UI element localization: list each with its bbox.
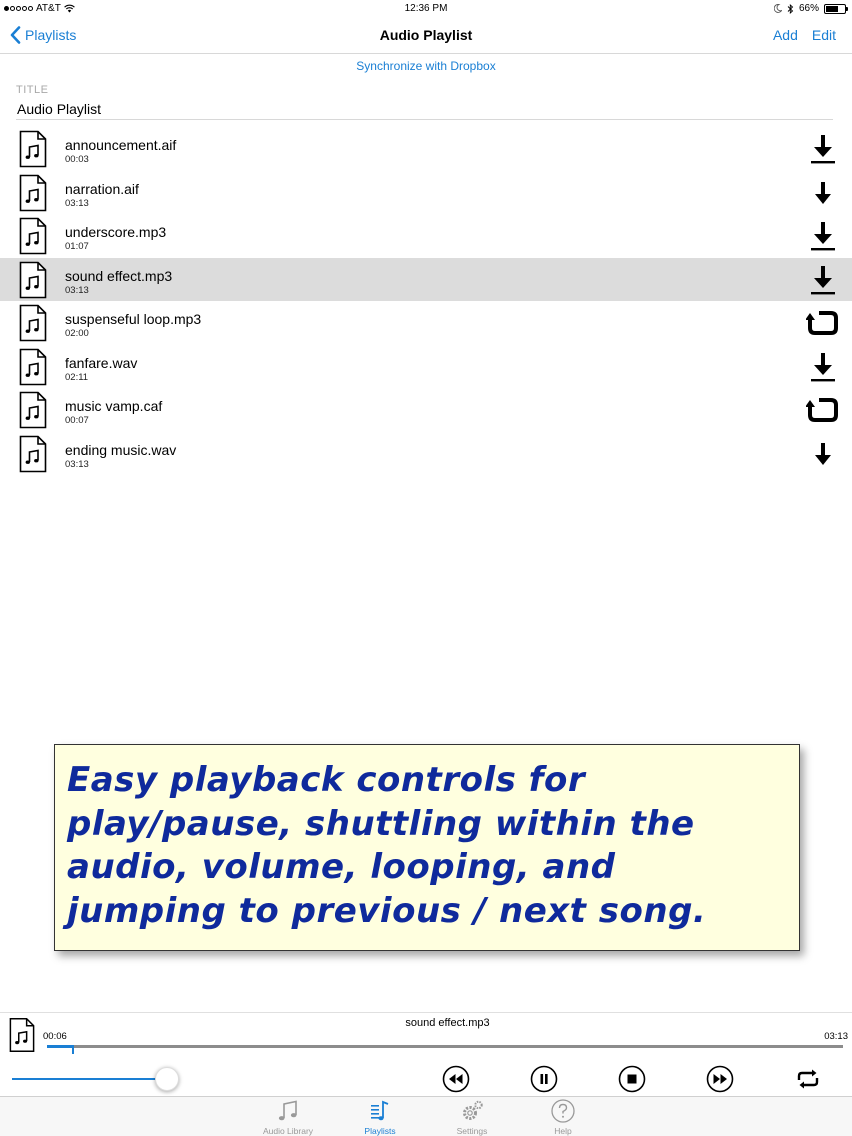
file-name: fanfare.wav bbox=[65, 354, 138, 371]
download-button[interactable] bbox=[806, 264, 840, 296]
file-name: underscore.mp3 bbox=[65, 224, 167, 240]
playlist-row[interactable] bbox=[0, 214, 852, 258]
tab-label: Help bbox=[554, 1126, 572, 1136]
download-icon bbox=[809, 264, 837, 296]
file-duration: 00:07 bbox=[65, 415, 89, 426]
playlist-row[interactable] bbox=[0, 345, 852, 389]
battery-icon bbox=[824, 4, 846, 14]
nav-actions bbox=[773, 27, 836, 43]
tab-label: Playlists bbox=[364, 1126, 396, 1136]
feature-callout bbox=[54, 744, 800, 951]
playlist-row[interactable] bbox=[0, 301, 852, 345]
file-name: sound effect.mp3 bbox=[65, 267, 173, 284]
audio-file-icon bbox=[19, 174, 47, 212]
progress-fill bbox=[47, 1045, 73, 1048]
stop-button[interactable] bbox=[618, 1065, 646, 1093]
navigation-bar bbox=[0, 18, 852, 54]
audio-file-icon bbox=[19, 391, 47, 429]
pause-icon bbox=[530, 1065, 558, 1093]
audio-player bbox=[0, 1012, 852, 1096]
file-duration: 02:11 bbox=[65, 371, 89, 383]
loop-icon bbox=[806, 307, 840, 339]
audio-file-icon bbox=[19, 435, 47, 473]
audio-file-icon bbox=[19, 261, 47, 299]
tab-help[interactable] bbox=[518, 1097, 608, 1136]
playlist-row[interactable] bbox=[0, 171, 852, 215]
progress-handle[interactable] bbox=[72, 1045, 74, 1054]
file-name: music vamp.caf bbox=[65, 398, 163, 414]
title-field-label: TITLE bbox=[16, 84, 49, 96]
rewind-icon bbox=[442, 1065, 470, 1093]
audio-file-icon bbox=[19, 130, 47, 168]
audio-file-icon bbox=[19, 304, 47, 342]
chevron-left-icon bbox=[10, 26, 21, 44]
title-field-input[interactable]: Audio Playlist bbox=[17, 101, 102, 117]
status-right bbox=[774, 3, 846, 14]
title-field-underline bbox=[16, 119, 833, 120]
battery-percent: 66% bbox=[798, 3, 819, 14]
arrow-down-button[interactable] bbox=[806, 177, 840, 209]
file-duration: 02:00 bbox=[65, 328, 89, 339]
playlist-row[interactable] bbox=[0, 258, 852, 302]
file-duration: 03:13 bbox=[65, 284, 89, 296]
repeat-button[interactable] bbox=[794, 1065, 822, 1093]
page-title: Audio Playlist bbox=[379, 27, 473, 43]
synchronize-dropbox-link[interactable]: Synchronize with Dropbox bbox=[356, 59, 496, 73]
file-name: suspenseful loop.mp3 bbox=[65, 311, 202, 327]
file-duration: 03:13 bbox=[65, 458, 89, 470]
playlist-icon bbox=[367, 1098, 393, 1124]
arrow-down-icon bbox=[809, 177, 837, 209]
tab-label: Settings bbox=[456, 1126, 488, 1136]
loop-icon bbox=[806, 394, 840, 426]
volume-knob[interactable] bbox=[155, 1067, 179, 1091]
playlist-row[interactable] bbox=[0, 388, 852, 432]
back-button[interactable] bbox=[10, 26, 76, 44]
arrow-down-icon bbox=[809, 438, 837, 470]
status-bar bbox=[0, 0, 852, 18]
edit-button[interactable]: Edit bbox=[811, 27, 836, 43]
tab-audio-library[interactable] bbox=[243, 1097, 333, 1136]
callout-text: Easy playback controls for play/pause, shuttling within the audio, volume, looping, and jumping to previous / next song. bbox=[67, 760, 707, 931]
volume-fill bbox=[12, 1078, 167, 1080]
loop-button[interactable] bbox=[806, 394, 840, 426]
arrow-down-button[interactable] bbox=[806, 438, 840, 470]
elapsed-time: 00:06 bbox=[43, 1031, 67, 1042]
playlist bbox=[0, 127, 852, 475]
download-button[interactable] bbox=[806, 351, 840, 383]
playlist-row[interactable] bbox=[0, 432, 852, 476]
moon-icon bbox=[774, 4, 782, 13]
download-icon bbox=[809, 133, 837, 165]
stop-icon bbox=[618, 1065, 646, 1093]
download-icon bbox=[809, 351, 837, 383]
file-duration: 01:07 bbox=[65, 241, 89, 252]
carrier-label: AT&T bbox=[36, 3, 61, 14]
download-button[interactable] bbox=[806, 133, 840, 165]
loop-button[interactable] bbox=[806, 307, 840, 339]
tab-bar bbox=[0, 1096, 852, 1136]
file-name: ending music.wav bbox=[65, 441, 177, 458]
pause-button[interactable] bbox=[530, 1065, 558, 1093]
audio-file-icon bbox=[19, 217, 47, 255]
file-duration: 00:03 bbox=[65, 154, 89, 165]
rewind-button[interactable] bbox=[442, 1065, 470, 1093]
help-icon bbox=[550, 1098, 576, 1124]
tab-settings[interactable] bbox=[427, 1097, 517, 1136]
tab-label: Audio Library bbox=[262, 1126, 314, 1136]
total-time: 03:13 bbox=[824, 1031, 848, 1042]
tab-playlists[interactable] bbox=[335, 1097, 425, 1136]
file-duration: 03:13 bbox=[65, 197, 89, 209]
music-note-icon bbox=[275, 1098, 301, 1124]
bluetooth-icon bbox=[787, 4, 794, 14]
back-button-label: Playlists bbox=[25, 27, 77, 43]
download-icon bbox=[809, 220, 837, 252]
volume-slider[interactable] bbox=[12, 1078, 170, 1080]
gear-icon bbox=[459, 1098, 485, 1124]
repeat-icon bbox=[794, 1065, 822, 1093]
progress-scrubber[interactable] bbox=[47, 1045, 843, 1048]
now-playing-title: sound effect.mp3 bbox=[405, 1017, 490, 1029]
fast-forward-icon bbox=[706, 1065, 734, 1093]
fast-forward-button[interactable] bbox=[706, 1065, 734, 1093]
file-name: announcement.aif bbox=[65, 137, 177, 153]
add-button[interactable]: Add bbox=[772, 27, 798, 43]
status-time: 12:36 PM bbox=[404, 3, 448, 14]
download-button[interactable] bbox=[806, 220, 840, 252]
file-name: narration.aif bbox=[65, 180, 139, 197]
audio-file-icon bbox=[19, 348, 47, 386]
playlist-row[interactable] bbox=[0, 127, 852, 171]
